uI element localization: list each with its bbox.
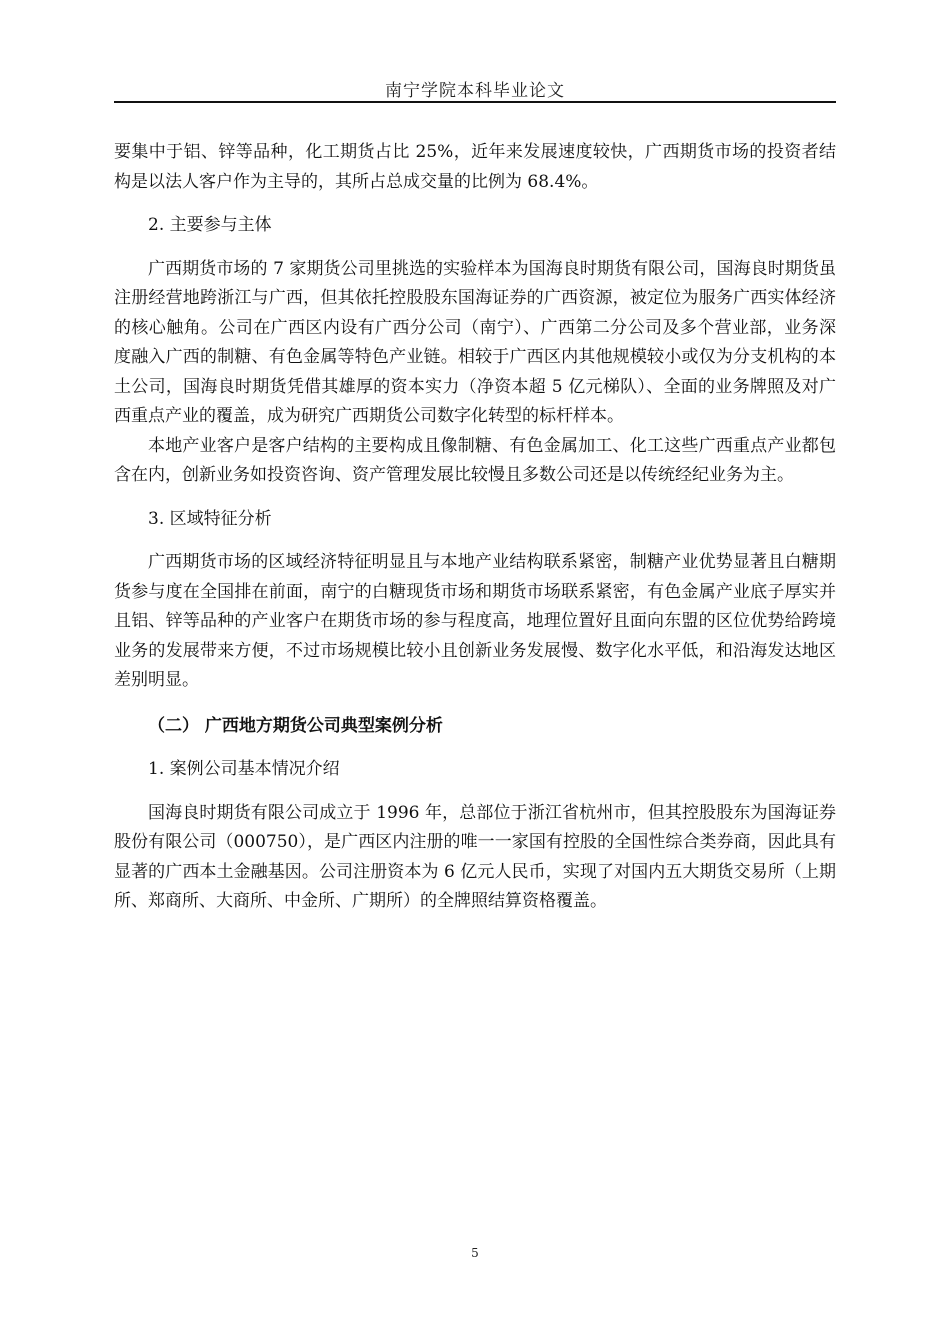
paragraph-participants-2: 本地产业客户是客户结构的主要构成且像制糖、有色金属加工、化工这些广西重点产业都包含在内，创新业务如投资咨询、资产管理发展比较慢且多数公司还是以传统经纪业务为主。	[114, 435, 836, 485]
paragraph-participants-1: 广西期货市场的 7 家期货公司里挑选的实验样本为国海良时期货有限公司，国海良时期货虽注册经营地跨浙江与广西，但其依托控股股东国海证券的广西资源，被定位为服务广西实体经济的核心触角。公司在广西区内设有广西分公司（南宁）、广西第二分公司及多个营业部，业务深度融入广西的制糖、有色金属等特色产业链。相较于广西区内其他规模较小或仅为分支机构的本土公司，国海良时期货凭借其雄厚的资本实力（净资本超 5 亿元梯队）、全面的业务牌照及对广西重点产业的覆盖，成为研究广西期货公司数字化转型的标杆样本。	[114, 258, 836, 426]
header-divider	[114, 101, 836, 103]
subheading-regional-features: 3. 区域特征分析	[148, 508, 272, 529]
subheading-main-participants: 2. 主要参与主体	[148, 215, 272, 235]
running-header-title: 南宁学院本科毕业论文	[385, 81, 565, 101]
subheading-company-overview: 1. 案例公司基本情况介绍	[148, 759, 340, 779]
page-number: 5	[471, 1246, 479, 1260]
paragraph-regional-features: 广西期货市场的区域经济特征明显且与本地产业结构联系紧密，制糖产业优势显著且白糖期货参与度在全国排在前面，南宁的白糖现货市场和期货市场联系紧密，有色金属产业底子厚实并且铝、锌等品种的产业客户在期货市场的参与程度高，地理位置好且面向东盟的区位优势给跨境业务的发展带来方便，不过市场规模比较小且创新业务发展慢、数字化水平低，和沿海发达地区差别明显。	[114, 552, 836, 690]
paragraph-intro: 要集中于铝、锌等品种，化工期货占比 25%，近年来发展速度较快，广西期货市场的投资者结构是以法人客户作为主导的，其所占总成交量的比例为 68.4%。	[114, 142, 836, 192]
document-body	[114, 138, 836, 917]
paragraph-company-overview: 国海良时期货有限公司成立于 1996 年，总部位于浙江省杭州市，但其控股股东为国海证券股份有限公司（000750），是广西区内注册的唯一一家国有控股的全国性综合类券商，因此具有显著的广西本土金融基因。公司注册资本为 6 亿元人民币，实现了对国内五大期货交易所（上期所、郑商所、大商所、中金所、广期所）的全牌照结算资格覆盖。	[114, 802, 836, 911]
section-heading-case-analysis: （二） 广西地方期货公司典型案例分析	[148, 715, 443, 736]
